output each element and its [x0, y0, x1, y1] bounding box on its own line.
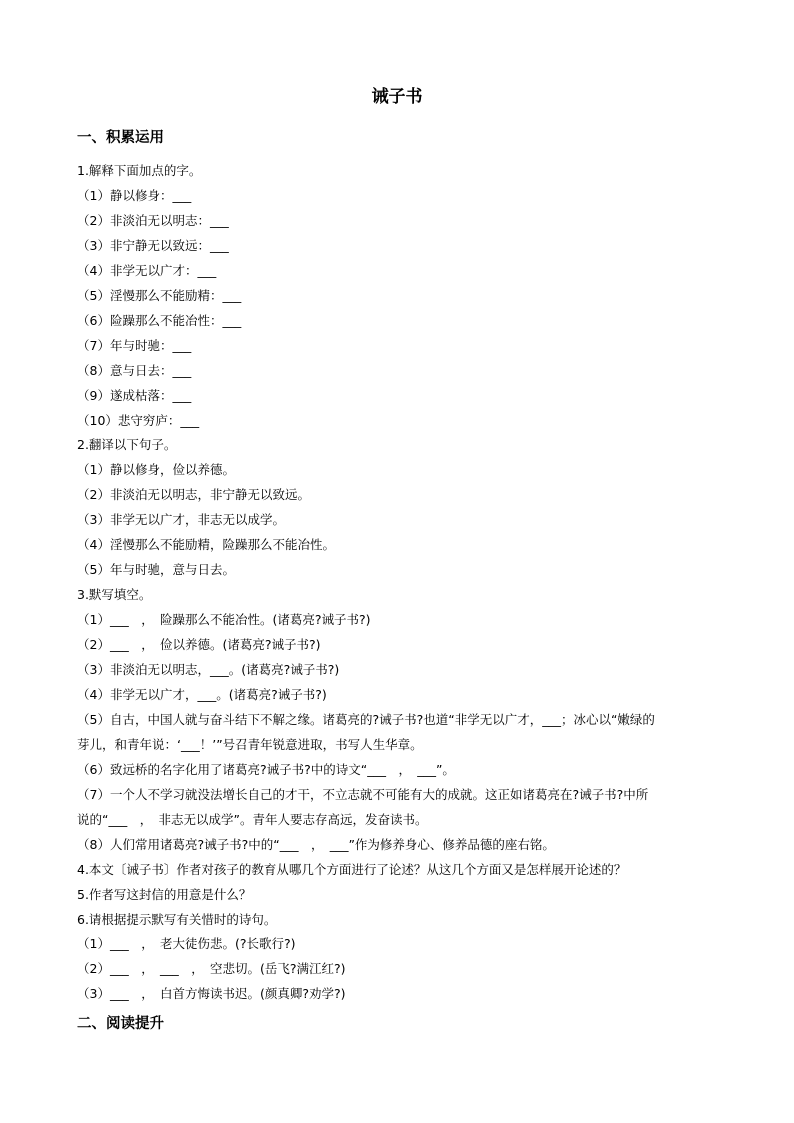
section-heading-accumulation: 一、积累运用	[77, 130, 164, 146]
question-line: 4.本文〔诫子书〕作者对孩子的教育从哪几个方面进行了论述？从这几个方面又是怎样展开论述的？	[77, 861, 627, 877]
question-line: （10）悲守穷庐：___	[77, 412, 200, 428]
question-line: （2）___ ， ___ ， 空悲切。(岳飞?满江红?)	[77, 961, 346, 977]
question-line: 2.翻译以下句子。	[77, 437, 177, 453]
question-line: （4）非学无以广才：___	[77, 262, 217, 278]
question-line: （2）非淡泊无以明志，非宁静无以致远。	[77, 487, 310, 503]
question-line: 说的“___ ， 非志无以成学”。青年人要志存高远，发奋读书。	[77, 811, 428, 827]
question-line: 3.默写填空。	[77, 587, 152, 603]
question-line: （7）年与时驰：___	[77, 337, 192, 353]
question-line: （8）意与日去：___	[77, 362, 192, 378]
question-line: （2）___ ， 俭以养德。(诸葛亮?诫子书?)	[77, 637, 321, 652]
question-line: （3）___ ， 白首方悔读书迟。(颜真卿?劝学?)	[77, 986, 346, 1002]
document-title: 诫子书	[371, 87, 423, 107]
question-line: （5）自古，中国人就与奋斗结下不解之缘。诸葛亮的?诫子书?也道“非学无以广才，___；冰心以“嫩绿的	[77, 711, 655, 727]
question-line: 1.解释下面加点的字。	[77, 163, 202, 178]
question-line: （4）淫慢那么不能励精，险躁那么不能冶性。	[77, 537, 335, 553]
question-line: （6）险躁那么不能冶性：___	[77, 312, 242, 328]
question-line: （9）遂成枯落：___	[77, 387, 192, 403]
question-line: （7）一个人不学习就没法增长自己的才干，不立志就不可能有大的成就。这正如诸葛亮在?诫子书?中所	[77, 786, 649, 802]
question-line: （6）致远桥的名字化用了诸葛亮?诫子书?中的诗文“___ ， ___”。	[77, 761, 455, 777]
question-line: （3）非淡泊无以明志，___。(诸葛亮?诫子书?)	[77, 662, 340, 677]
section-heading-reading: 二、阅读提升	[77, 1016, 164, 1032]
question-line: （5）年与时驰，意与日去。	[77, 562, 235, 578]
question-line: （1）___ ， 险躁那么不能冶性。(诸葛亮?诫子书?)	[77, 612, 371, 628]
question-line: （2）非淡泊无以明志：___	[77, 212, 229, 228]
question-line: （1）静以修身：___	[77, 187, 192, 203]
question-line: 芽儿，和青年说：‘___！’”号召青年锐意进取，书写人生华章。	[77, 736, 423, 752]
question-line: （1）___ ， 老大徒伤悲。(?长歌行?)	[77, 936, 296, 952]
question-line: （3）非学无以广才，非志无以成学。	[77, 512, 285, 528]
question-line: （3）非宁静无以致远：___	[77, 237, 229, 253]
question-line: （5）淫慢那么不能励精：___	[77, 287, 242, 303]
question-line: （8）人们常用诸葛亮?诫子书?中的“___ ， ___”作为修养身心、修养品德的座右铭。	[77, 836, 555, 852]
question-line: （4）非学无以广才，___。(诸葛亮?诫子书?)	[77, 686, 327, 702]
question-line: 6.请根据提示默写有关惜时的诗句。	[77, 911, 277, 927]
question-line: 5.作者写这封信的用意是什么？	[77, 886, 252, 902]
question-line: （1）静以修身，俭以养德。	[77, 462, 235, 478]
